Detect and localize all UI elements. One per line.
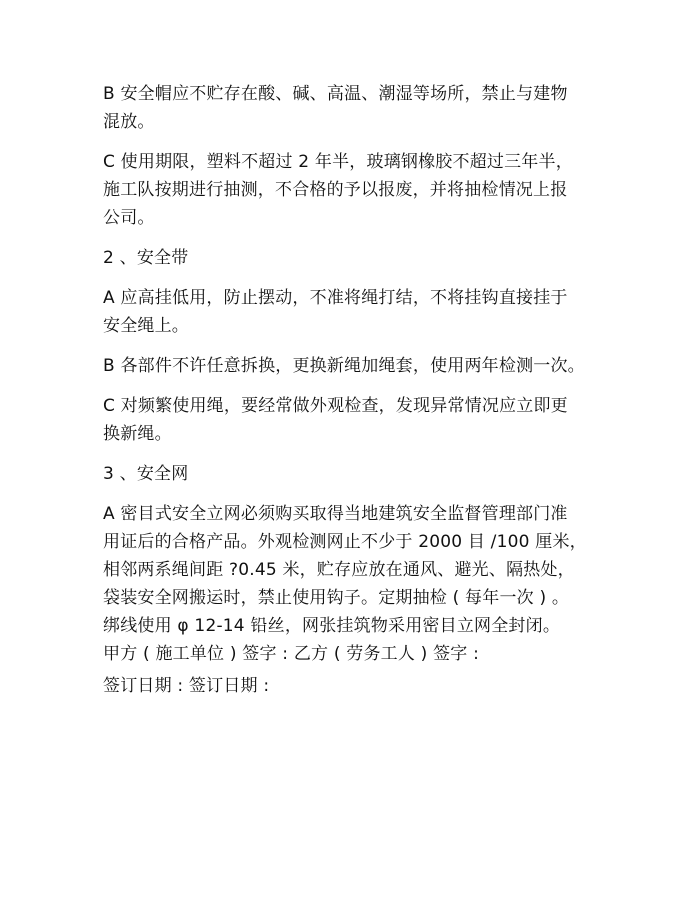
section-heading-text: 3 、安全网 — [103, 464, 189, 484]
text-line: A 密目式安全立网必须购买取得当地建筑安全监督管理部门准 — [103, 504, 568, 524]
text-line: 换新绳。 — [103, 424, 172, 444]
paragraph-helmet-service-life — [103, 148, 633, 232]
text-line: B 安全帽应不贮存在酸、碱、高温、潮湿等场所，禁止与建物 — [103, 84, 568, 104]
text-line: 袋装安全网搬运时，禁止使用钩子。定期抽检 ( 每年一次 ) 。 — [103, 588, 570, 608]
signature-line: 甲方 ( 施工单位 ) 签字 : 乙方 ( 劳务工人 ) 签字 : — [103, 644, 480, 664]
text-line: 公司。 — [103, 208, 155, 228]
signing-date-text: 签订日期 : 签订日期 : — [103, 676, 270, 696]
text-line: 绑线使用 φ 12-14 铅丝，网张挂筑物采用密目立网全封闭。 — [103, 616, 561, 636]
text-line: B 各部件不许任意拆换，更换新绳加绳套，使用两年检测一次。 — [103, 356, 585, 376]
text-line: 混放。 — [103, 112, 155, 132]
text-line: 施工队按期进行抽测，不合格的予以报废，并将抽检情况上报 — [103, 180, 568, 200]
text-line: 用证后的合格产品。外观检测网止不少于 2000 目 /100 厘米， — [103, 532, 587, 552]
text-line: 安全绳上。 — [103, 316, 189, 336]
document-body — [103, 80, 633, 712]
paragraph-belt-parts — [103, 352, 633, 380]
section-heading-text: 2 、安全带 — [103, 248, 189, 268]
text-line: C 使用期限，塑料不超过 2 年半，玻璃钢橡胶不超过三年半， — [103, 152, 573, 172]
paragraph-net-requirements — [103, 500, 633, 668]
text-line: 相邻两系绳间距 ?0.45 米，贮存应放在通风、避光、隔热处， — [103, 560, 575, 580]
paragraph-helmet-storage — [103, 80, 633, 136]
section-heading-safety-belt — [103, 244, 633, 272]
paragraph-belt-inspection — [103, 392, 633, 448]
signing-date-line — [103, 672, 633, 700]
paragraph-belt-usage — [103, 284, 633, 340]
section-heading-safety-net — [103, 460, 633, 488]
text-line: C 对频繁使用绳，要经常做外观检查，发现异常情况应立即更 — [103, 396, 568, 416]
text-line: A 应高挂低用，防止摆动，不准将绳打结，不将挂钩直接挂于 — [103, 288, 568, 308]
